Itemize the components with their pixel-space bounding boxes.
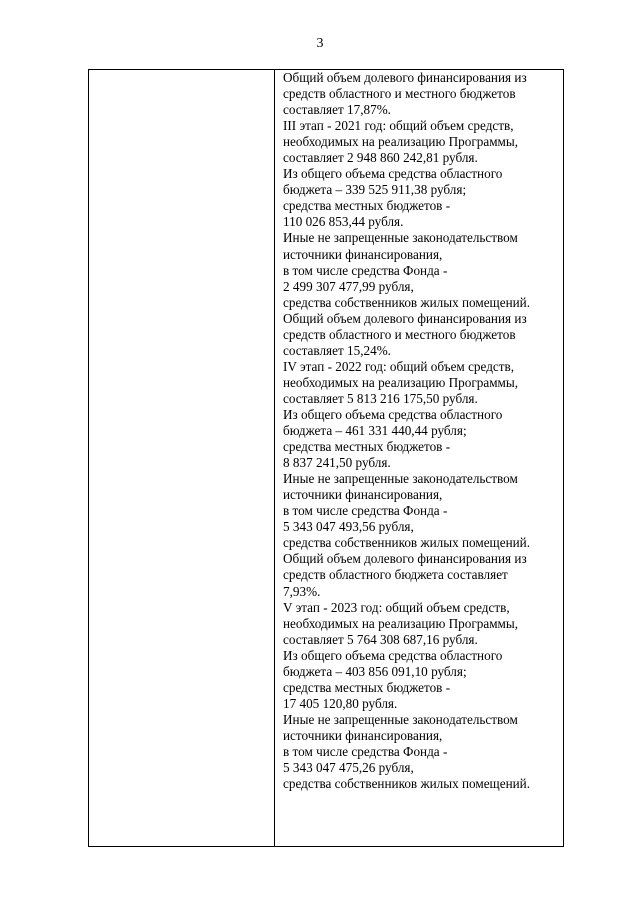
text-line: IV этап - 2022 год: общий объем средств, bbox=[283, 358, 515, 374]
text-line: средства местных бюджетов - bbox=[283, 439, 451, 455]
text-line: Иные не запрещенные законодательством bbox=[283, 471, 518, 487]
text-line: необходимых на реализацию Программы, bbox=[283, 374, 519, 390]
text-line: 110 026 853,44 рубля. bbox=[283, 214, 404, 230]
text-line: средств областного и местного бюджетов bbox=[283, 326, 516, 342]
text-line: V этап - 2023 год: общий объем средств, bbox=[283, 599, 510, 615]
text-line: средств областного бюджета составляет bbox=[283, 567, 508, 583]
text-line: Из общего объема средства областного bbox=[283, 647, 503, 663]
text-line: Из общего объема средства областного bbox=[283, 406, 503, 422]
text-line: в том числе средства Фонда - bbox=[283, 262, 448, 278]
text-line: 7,93%. bbox=[283, 583, 321, 599]
text-line: составляет 17,87%. bbox=[283, 102, 391, 118]
text-line: средства собственников жилых помещений. bbox=[283, 294, 531, 310]
text-line: Из общего объема средства областного bbox=[283, 166, 503, 182]
text-line: источники финансирования, bbox=[283, 246, 443, 262]
text-line: 8 837 241,50 рубля. bbox=[283, 455, 391, 471]
text-line: бюджета – 461 331 440,44 рубля; bbox=[283, 423, 467, 439]
text-line: 5 343 047 475,26 рубля, bbox=[283, 760, 414, 776]
text-line: Иные не запрещенные законодательством bbox=[283, 711, 518, 727]
text-line: в том числе средства Фонда - bbox=[283, 503, 448, 519]
text-line: средства собственников жилых помещений. bbox=[283, 535, 531, 551]
text-line: 5 343 047 493,56 рубля, bbox=[283, 519, 414, 535]
text-line: бюджета – 403 856 091,10 рубля; bbox=[283, 663, 467, 679]
text-line: Общий объем долевого финансирования из bbox=[283, 551, 527, 567]
text-line: средства местных бюджетов - bbox=[283, 679, 451, 695]
text-line: средства местных бюджетов - bbox=[283, 198, 451, 214]
text-line: необходимых на реализацию Программы, bbox=[283, 134, 519, 150]
text-line: 17 405 120,80 рубля. bbox=[283, 695, 398, 711]
text-line: бюджета – 339 525 911,38 рубля; bbox=[283, 182, 467, 198]
text-line: средства собственников жилых помещений. bbox=[283, 776, 531, 792]
text-line: в том числе средства Фонда - bbox=[283, 743, 448, 759]
text-line: III этап - 2021 год: общий объем средств, bbox=[283, 118, 514, 134]
page-number: 3 bbox=[316, 36, 324, 51]
text-line: Общий объем долевого финансирования из bbox=[283, 70, 527, 85]
text-line: необходимых на реализацию Программы, bbox=[283, 615, 519, 631]
text-line: Общий объем долевого финансирования из bbox=[283, 310, 527, 326]
text-line: источники финансирования, bbox=[283, 487, 443, 503]
text-line: средств областного и местного бюджетов bbox=[283, 86, 516, 102]
text-line: источники финансирования, bbox=[283, 727, 443, 743]
text-line: составляет 2 948 860 242,81 рубля. bbox=[283, 150, 478, 166]
table-right-cell bbox=[275, 70, 563, 846]
text-line: составляет 5 764 308 687,16 рубля. bbox=[283, 631, 478, 647]
text-line: 2 499 307 477,99 рубля, bbox=[283, 278, 414, 294]
text-line: составляет 15,24%. bbox=[283, 342, 391, 358]
text-line: составляет 5 813 216 175,50 рубля. bbox=[283, 390, 478, 406]
program-table bbox=[88, 69, 564, 847]
table-left-cell bbox=[89, 70, 275, 846]
text-line: Иные не запрещенные законодательством bbox=[283, 230, 518, 246]
